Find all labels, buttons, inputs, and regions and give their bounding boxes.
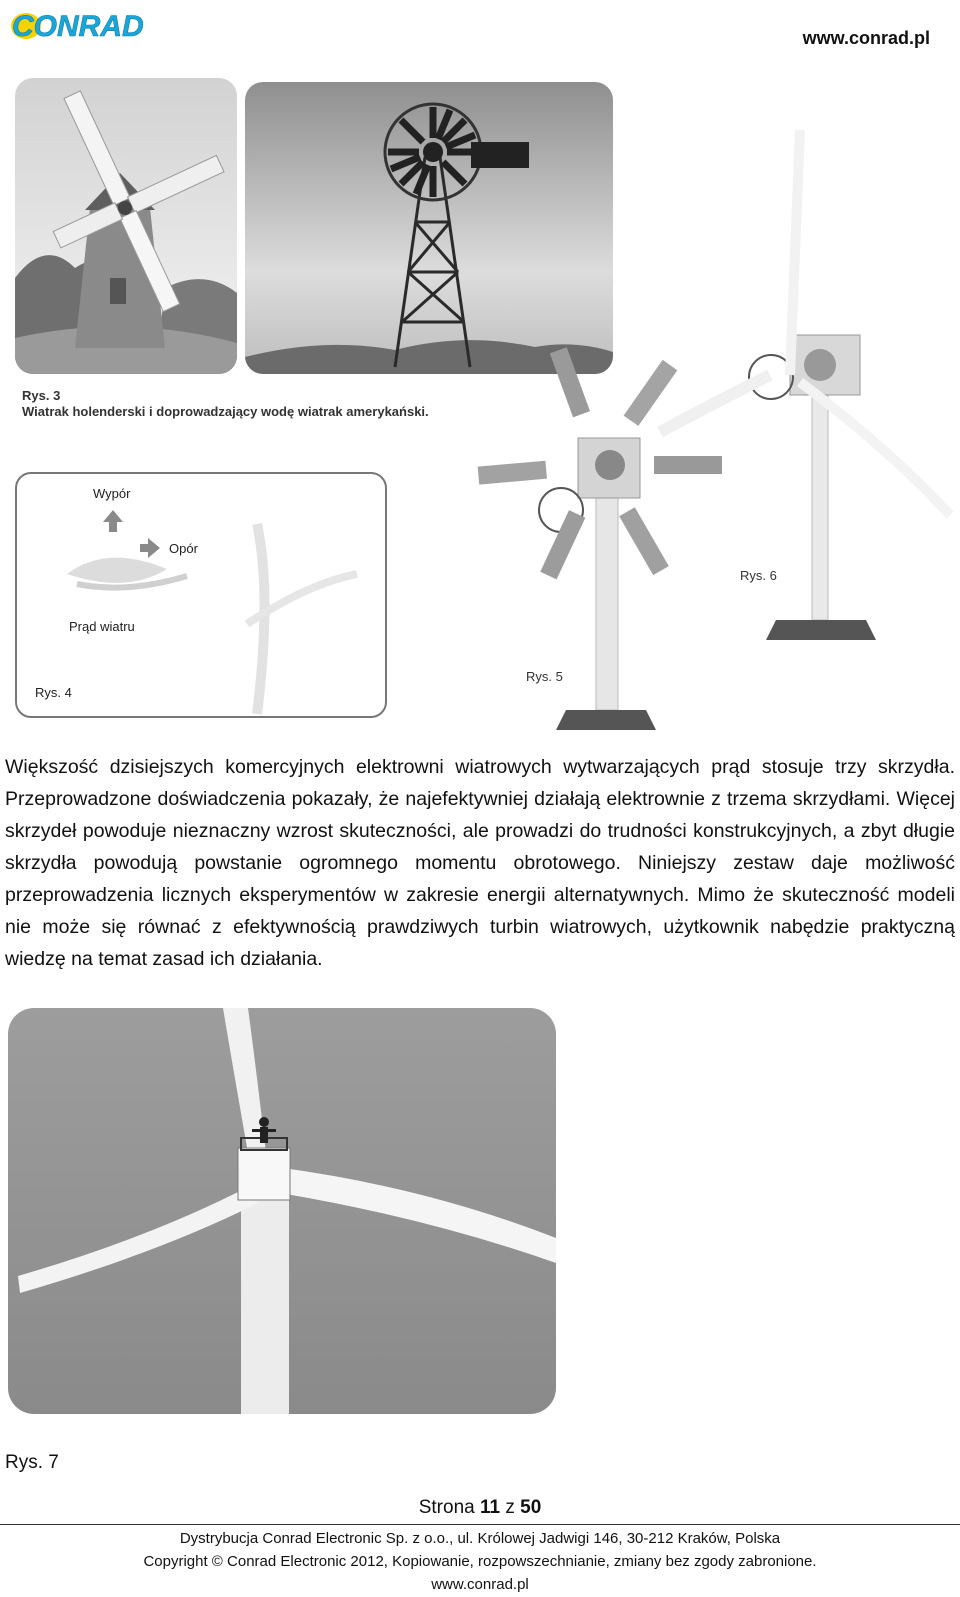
footer-divider <box>0 1524 960 1525</box>
footer-distribution: Dystrybucja Conrad Electronic Sp. z o.o., ul. Królowej Jadwigi 146, 30-212 Kraków, Polska <box>179 1530 781 1547</box>
fig3-caption: Wiatrak holenderski i doprowadzający wodę wiatrak amerykański. <box>22 404 429 419</box>
wind-label: Prąd wiatru <box>69 619 135 634</box>
conrad-logo <box>6 4 166 44</box>
fig7-label: Rys. 7 <box>5 1452 59 1473</box>
fig4-label: Rys. 4 <box>35 685 72 700</box>
airfoil-diagram <box>15 472 387 718</box>
fig5-label: Rys. 5 <box>526 669 563 684</box>
footer-copyright: Copyright © Conrad Electronic 2012, Kopiowanie, rozpowszechnianie, zmiany bez zgody zabronione. <box>143 1553 817 1570</box>
drag-arrow <box>140 538 160 558</box>
fig3-label: Rys. 3 <box>22 388 61 403</box>
page-number <box>0 1497 960 1519</box>
page-total: 50 <box>520 1497 542 1518</box>
drag-label: Opór <box>169 541 198 556</box>
footer-url: www.conrad.pl <box>431 1576 529 1593</box>
header-site-url: www.conrad.pl <box>802 28 930 48</box>
lift-label: Wypór <box>93 486 131 501</box>
wind-turbine-photo <box>8 1008 556 1414</box>
fig6-label: Rys. 6 <box>740 568 777 583</box>
body-paragraph: Większość dzisiejszych komercyjnych elektrowni wiatrowych wytwarzających prąd stosuje trzy skrzydła. Przeprowadzone doświadczenia pokazały, że najefektywniej działają elektrownie z trzema skrzydłami. Więcej skrzydeł powoduje nieznaczny wzrost skuteczności, ale prowadzi do trudności konstrukcyjnych, a zbyt długie skrzydła powodują powstanie ogromnego momentu obrotowego. Niniejszy zestaw daje możliwość przeprowadzenia licznych eksperymentów w zakresie energii alternatywnych. Mimo że skuteczność modeli nie może się równać z efektywnością prawdziwych turbin wiatrowych, użytkownik nabędzie praktyczną wiedzę na temat zasad ich działania. <box>5 756 955 970</box>
logo-text: CONRAD <box>12 10 144 43</box>
model-turbines-image <box>470 120 960 742</box>
page-current: 11 <box>479 1497 501 1518</box>
page-prefix: Strona <box>418 1497 475 1518</box>
lift-arrow <box>103 510 123 532</box>
dutch-windmill-image <box>15 78 237 374</box>
page-separator: z <box>505 1497 515 1518</box>
